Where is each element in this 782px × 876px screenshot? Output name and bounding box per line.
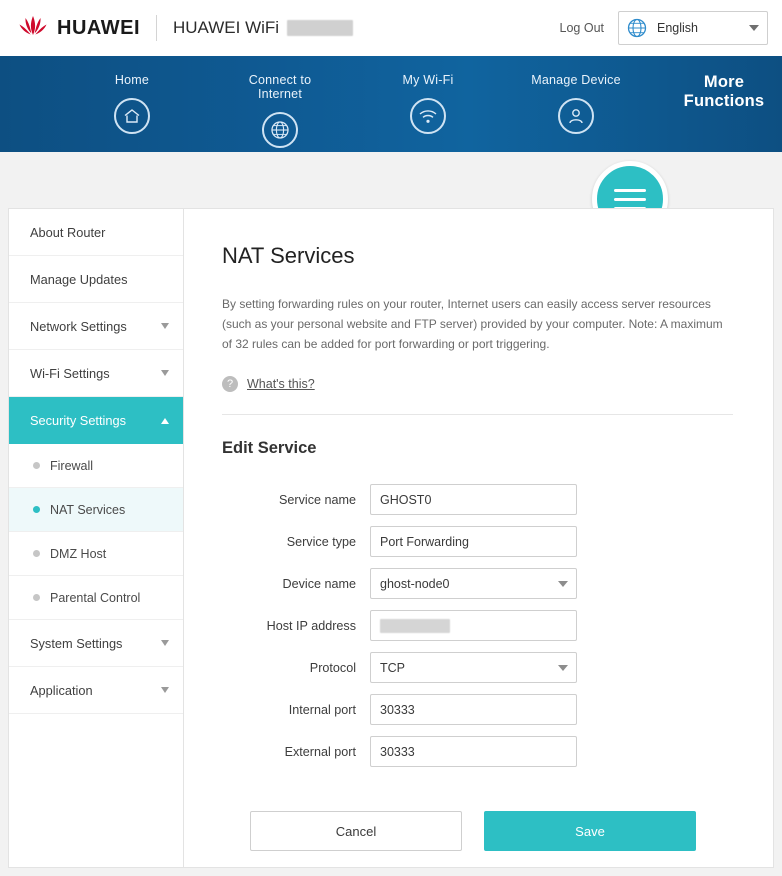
main-content	[184, 209, 773, 867]
sidebar-label: System Settings	[30, 635, 123, 651]
nav-item-more-functions[interactable]	[676, 56, 772, 111]
chevron-down-icon	[749, 25, 759, 31]
nav-label-connect-to-internet: Connect to Internet	[248, 73, 312, 101]
content-panel	[8, 208, 774, 868]
brand-logo	[18, 15, 140, 41]
section-divider	[222, 414, 733, 415]
chevron-down-icon	[558, 665, 568, 671]
huawei-flower-icon	[18, 15, 48, 41]
top-bar	[0, 0, 782, 56]
whats-this-link[interactable]: What's this?	[247, 377, 315, 392]
internal-port-input[interactable]	[370, 694, 577, 725]
sidebar	[9, 209, 184, 867]
nav-item-my-wifi[interactable]	[380, 56, 476, 134]
page-title: NAT Services	[222, 243, 355, 268]
cancel-button[interactable]: Cancel	[250, 811, 462, 851]
sidebar-label: Security Settings	[30, 413, 127, 428]
label-external-port: External port	[284, 744, 356, 759]
logout-button[interactable]: Log Out	[559, 21, 604, 35]
device-title	[173, 18, 353, 38]
form-row-service-type	[222, 526, 733, 557]
nav-label-manage-device: Manage Device	[531, 73, 621, 87]
device-title-text: HUAWEI WiFi	[173, 18, 280, 37]
service-type-value: Port Forwarding	[380, 534, 469, 549]
sidebar-label: Network Settings	[30, 318, 127, 334]
header-divider	[156, 15, 157, 41]
form-row-external-port	[222, 736, 733, 767]
nav-label-my-wifi: My Wi-Fi	[402, 73, 454, 87]
sidebar-label: Wi-Fi Settings	[30, 365, 110, 381]
form-row-protocol	[222, 652, 733, 683]
nav-item-manage-device[interactable]	[528, 56, 624, 134]
external-port-value: 30333	[380, 744, 415, 759]
device-name-value: ghost-node0	[380, 576, 450, 591]
chevron-down-icon	[161, 687, 169, 693]
service-name-input[interactable]	[370, 484, 577, 515]
label-protocol: Protocol	[309, 660, 356, 675]
brand-name: HUAWEI	[57, 16, 140, 39]
device-model-redacted	[287, 20, 353, 36]
chevron-down-icon	[161, 640, 169, 646]
user-icon	[558, 98, 594, 134]
form-actions	[250, 811, 733, 851]
hamburger-line	[614, 198, 646, 201]
sidebar-label: About Router	[30, 224, 106, 240]
nav-label-more-functions: More Functions	[683, 73, 765, 110]
protocol-select[interactable]	[370, 652, 577, 683]
home-icon	[114, 98, 150, 134]
sidebar-sublabel: NAT Services	[50, 502, 126, 517]
host-ip-redacted	[380, 619, 450, 633]
nav-item-home[interactable]	[84, 56, 180, 134]
label-service-name: Service name	[279, 492, 356, 507]
bullet-icon	[33, 550, 40, 557]
language-selector[interactable]	[618, 11, 768, 45]
sidebar-item-wifi-settings[interactable]	[9, 350, 183, 397]
sidebar-label: Manage Updates	[30, 271, 128, 287]
protocol-value: TCP	[380, 660, 405, 675]
sidebar-sublabel: Firewall	[50, 458, 94, 473]
sidebar-item-manage-updates[interactable]	[9, 256, 183, 303]
label-service-type: Service type	[286, 534, 356, 549]
label-host-ip-address: Host IP address	[266, 618, 356, 633]
form-row-internal-port	[222, 694, 733, 725]
external-port-input[interactable]	[370, 736, 577, 767]
form-row-host-ip-address	[222, 610, 733, 641]
question-mark-icon: ?	[222, 376, 238, 392]
main-nav	[0, 56, 782, 152]
bullet-icon	[33, 462, 40, 469]
sidebar-sublabel: DMZ Host	[50, 546, 107, 561]
nav-item-connect-to-internet[interactable]	[232, 56, 328, 148]
sidebar-item-dmz-host[interactable]	[9, 532, 183, 576]
sidebar-item-parental-control[interactable]	[9, 576, 183, 620]
chevron-down-icon	[558, 581, 568, 587]
form-row-service-name	[222, 484, 733, 515]
wifi-icon	[410, 98, 446, 134]
nav-label-home: Home	[114, 73, 150, 87]
sidebar-sublabel: Parental Control	[50, 590, 141, 605]
sidebar-item-firewall[interactable]	[9, 444, 183, 488]
save-button[interactable]: Save	[484, 811, 696, 851]
language-label: English	[657, 21, 698, 35]
sidebar-item-application[interactable]	[9, 667, 183, 714]
sidebar-item-network-settings[interactable]	[9, 303, 183, 350]
form-row-device-name	[222, 568, 733, 599]
sidebar-item-security-settings[interactable]	[9, 397, 183, 444]
internal-port-value: 30333	[380, 702, 415, 717]
bullet-icon	[33, 506, 40, 513]
sidebar-item-system-settings[interactable]	[9, 620, 183, 667]
chevron-up-icon	[161, 418, 169, 424]
chevron-down-icon	[161, 323, 169, 329]
device-name-select[interactable]	[370, 568, 577, 599]
sidebar-item-about-router[interactable]	[9, 209, 183, 256]
sidebar-item-nat-services[interactable]	[9, 488, 183, 532]
service-name-value: GHOST0	[380, 492, 432, 507]
chevron-down-icon	[161, 370, 169, 376]
label-device-name: Device name	[282, 576, 356, 591]
service-type-input[interactable]	[370, 526, 577, 557]
bullet-icon	[33, 594, 40, 601]
globe-icon	[627, 18, 647, 38]
whats-this-link-group[interactable]	[222, 376, 733, 392]
label-internal-port: Internal port	[288, 702, 356, 717]
section-title-edit-service: Edit Service	[222, 439, 317, 458]
header-right-group	[560, 11, 768, 45]
sidebar-label: Application	[30, 682, 93, 698]
host-ip-address-input[interactable]	[370, 610, 577, 641]
globe-icon	[262, 112, 298, 148]
hamburger-line	[614, 189, 646, 192]
page-description: By setting forwarding rules on your router, Internet users can easily access server resources (such as your personal website and FTP server) provided by your computer. Note: A maximum of 32 rules can be added for port forwarding or port triggering.	[222, 297, 723, 351]
